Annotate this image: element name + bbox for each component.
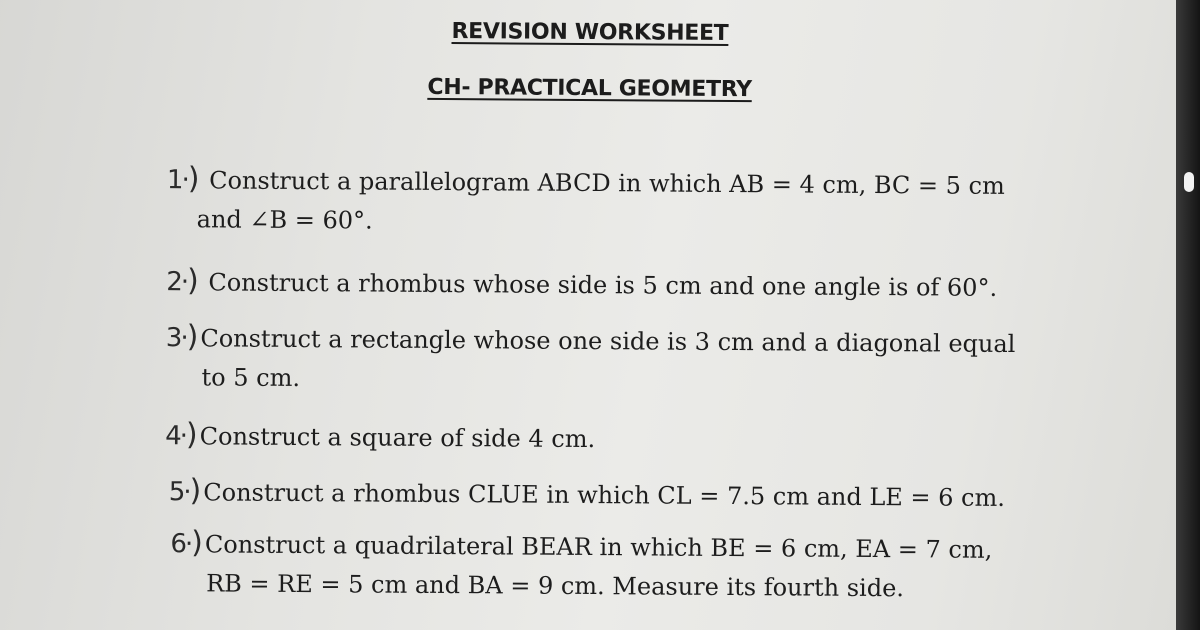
- question-4: [165, 415, 595, 459]
- question-1-number: 1·): [166, 161, 200, 197]
- question-3: [165, 317, 1015, 403]
- question-5-line1: Construct a rhombus CLUE in which CL = 7.5 cm and LE = 6 cm.: [203, 478, 1006, 512]
- question-6-line1: Construct a quadrilateral BEAR in which BE = 6 cm, EA = 7 cm,: [204, 530, 993, 564]
- question-4-number: 4·): [165, 417, 198, 453]
- question-2-number: 2·): [166, 263, 199, 299]
- question-1: [167, 159, 1005, 245]
- question-2: [166, 261, 997, 308]
- question-3-line2: to 5 cm.: [201, 363, 301, 393]
- question-3-number: 3·): [165, 319, 199, 355]
- question-2-line1: Construct a rhombus whose side is 5 cm and one angle is of 60°.: [208, 268, 998, 302]
- edge-highlight: [1184, 172, 1194, 192]
- question-1-line1: Construct a parallelogram ABCD in which AB = 4 cm, BC = 5 cm: [209, 166, 1005, 200]
- question-5: [169, 471, 1005, 518]
- question-4-line1: Construct a square of side 4 cm.: [199, 422, 596, 454]
- worksheet-title-text: REVISION WORKSHEET: [451, 19, 729, 46]
- question-3-line1: Construct a rectangle whose one side is 3 cm and a diagonal equal: [200, 324, 1016, 359]
- page-edge-shadow: [1176, 0, 1200, 630]
- question-5-number: 5·): [168, 473, 202, 509]
- question-6-number: 6·): [170, 525, 204, 561]
- question-1-line2: and ∠B = 60°.: [196, 205, 373, 235]
- chapter-title: [0, 72, 1188, 105]
- worksheet-title: [0, 16, 1188, 49]
- chapter-title-text: CH- PRACTICAL GEOMETRY: [427, 74, 752, 103]
- question-6: [170, 523, 992, 609]
- question-6-line2: RB = RE = 5 cm and BA = 9 cm. Measure its fourth side.: [206, 569, 905, 603]
